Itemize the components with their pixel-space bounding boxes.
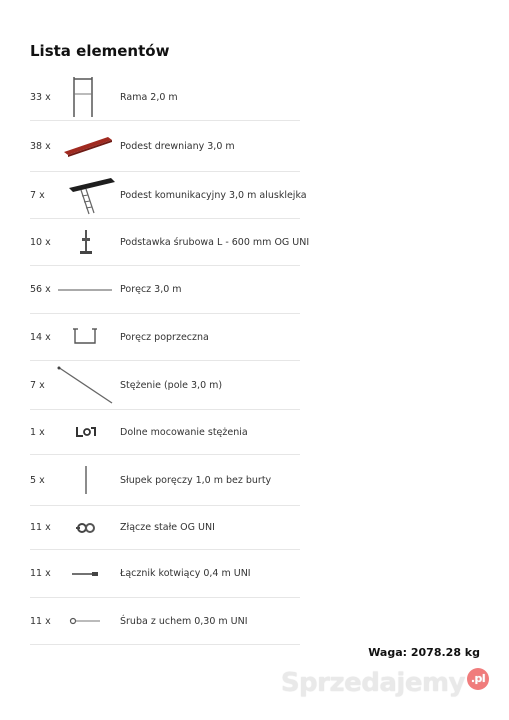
anchor-tie-icon [70,550,100,597]
item-qty: 11 x [30,522,51,533]
wooden-plank-icon [60,121,116,171]
list-item [30,506,300,550]
item-name: Dolne mocowanie stężenia [120,426,248,438]
ladder-deck-icon [66,172,118,218]
watermark-text: Sprzedajemy [280,668,465,698]
list-item [30,361,300,410]
list-item [30,598,300,645]
item-qty: 33 x [30,91,51,103]
watermark-badge: .pl [467,668,489,690]
diagonal-brace-icon [56,361,114,409]
item-qty: 11 x [30,568,51,579]
item-name: Rama 2,0 m [120,91,178,103]
coupler-icon [74,506,98,549]
watermark-logo [281,668,489,698]
item-name: Stężenie (pole 3,0 m) [120,379,223,391]
list-item [30,74,300,121]
item-name: Łącznik kotwiący 0,4 m UNI [120,568,251,579]
brace-mount-icon [72,410,100,454]
item-name: Podest komunikacyjny 3,0 m alusklejka [120,189,307,201]
list-item [30,172,307,219]
frame-icon [66,74,100,120]
rail-post-icon [78,455,94,505]
item-name: Poręcz poprzeczna [120,331,209,343]
item-qty: 10 x [30,236,51,248]
list-item [30,219,310,266]
eye-bolt-icon [68,598,102,644]
list-item [30,121,300,172]
item-qty: 1 x [30,426,45,438]
list-item [30,266,300,314]
screw-jack-icon [74,219,98,265]
guardrail-icon [56,266,114,313]
item-qty: 56 x [30,284,51,295]
list-item [30,550,300,598]
element-list [30,74,310,645]
list-item [30,455,300,506]
item-name: Podest drewniany 3,0 m [120,140,235,152]
item-qty: 7 x [30,379,45,391]
item-name: Złącze stałe OG UNI [120,522,215,533]
item-name: Śruba z uchem 0,30 m UNI [120,615,248,627]
list-item [30,314,300,361]
item-qty: 11 x [30,615,51,627]
item-name: Podstawka śrubowa L - 600 mm OG UNI [120,236,310,248]
item-qty: 38 x [30,140,51,152]
cross-rail-icon [70,314,100,360]
item-qty: 5 x [30,474,45,486]
item-name: Poręcz 3,0 m [120,284,182,295]
page-title: Lista elementów [30,42,170,60]
total-weight: Waga: 2078.28 kg [368,646,480,659]
item-qty: 14 x [30,331,51,343]
item-name: Słupek poręczy 1,0 m bez burty [120,474,272,486]
item-qty: 7 x [30,189,45,201]
list-item [30,410,300,455]
